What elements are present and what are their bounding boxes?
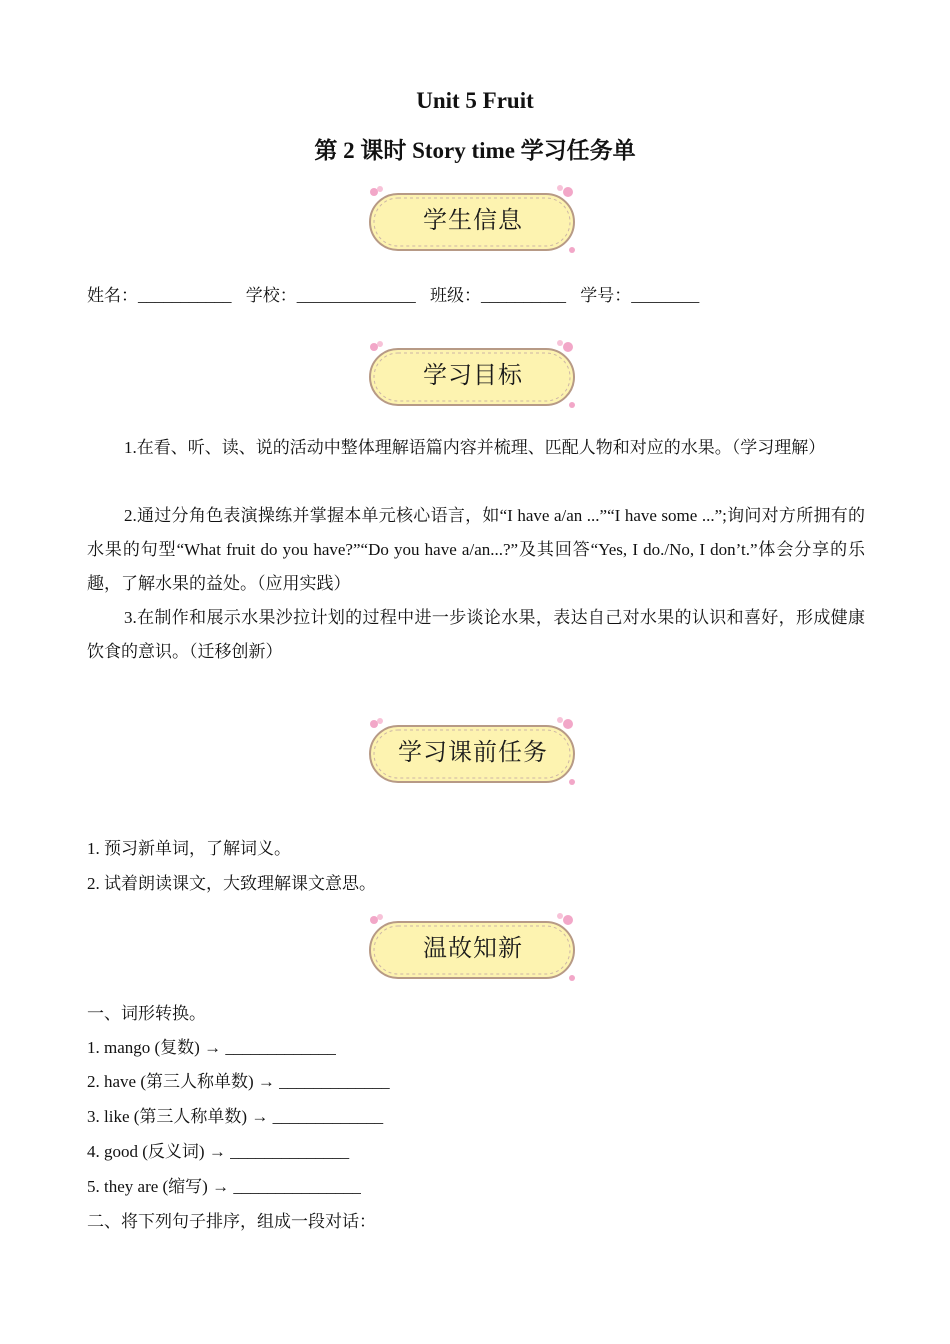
review-item-4[interactable]: 4. good (反义词) → ______________	[87, 1142, 350, 1161]
student-info-line	[87, 285, 709, 307]
review-item-3[interactable]: 3. like (第三人称单数) → _____________	[87, 1107, 384, 1126]
name-field[interactable]: 姓名：___________	[87, 286, 232, 305]
review-item-2[interactable]: 2. have (第三人称单数) → _____________	[87, 1072, 390, 1091]
banner-preview-tasks	[364, 716, 582, 790]
class-field[interactable]: 班级：__________	[430, 286, 566, 305]
banner-review	[364, 912, 582, 986]
banner-label: 温故知新	[423, 934, 523, 962]
goal-2: 2.通过分角色表演操练并掌握本单元核心语言，如“I have a/an ...”“I have some ...”;询问对方所拥有的水果的句型“What fruit do you have?”“Do you have a/an...?”及其回答“Yes, I do./No, I don’t.”体会分享的乐趣，了解水果的益处。（应用实践）	[87, 506, 865, 593]
review-item-5[interactable]: 5. they are (缩写) → _______________	[87, 1177, 361, 1196]
unit-title: Unit 5 Fruit	[416, 88, 534, 113]
banner-label: 学生信息	[423, 206, 523, 234]
lesson-title: 第 2 课时 Story time 学习任务单	[314, 138, 636, 163]
preview-item-1: 1. 预习新单词，了解词义。	[87, 839, 291, 858]
goal-1: 1.在看、听、读、说的活动中整体理解语篇内容并梳理、匹配人物和对应的水果。（学习理解）	[124, 438, 826, 457]
review-section-1-title: 一、词形转换。	[87, 1004, 206, 1023]
banner-label: 学习目标	[423, 361, 523, 389]
review-item-1[interactable]: 1. mango (复数) → _____________	[87, 1038, 336, 1057]
goal-3: 3.在制作和展示水果沙拉计划的过程中进一步谈论水果，表达自己对水果的认识和喜好，形成健康饮食的意识。（迁移创新）	[87, 608, 865, 661]
banner-learning-goals	[364, 339, 582, 413]
preview-item-2: 2. 试着朗读课文，大致理解课文意思。	[87, 874, 376, 893]
number-field[interactable]: 学号：________	[580, 286, 700, 305]
banner-student-info	[364, 184, 582, 258]
review-section-2-title: 二、将下列句子排序，组成一段对话：	[87, 1212, 376, 1231]
banner-label: 学习课前任务	[398, 738, 548, 766]
school-field[interactable]: 学校：______________	[245, 286, 416, 305]
